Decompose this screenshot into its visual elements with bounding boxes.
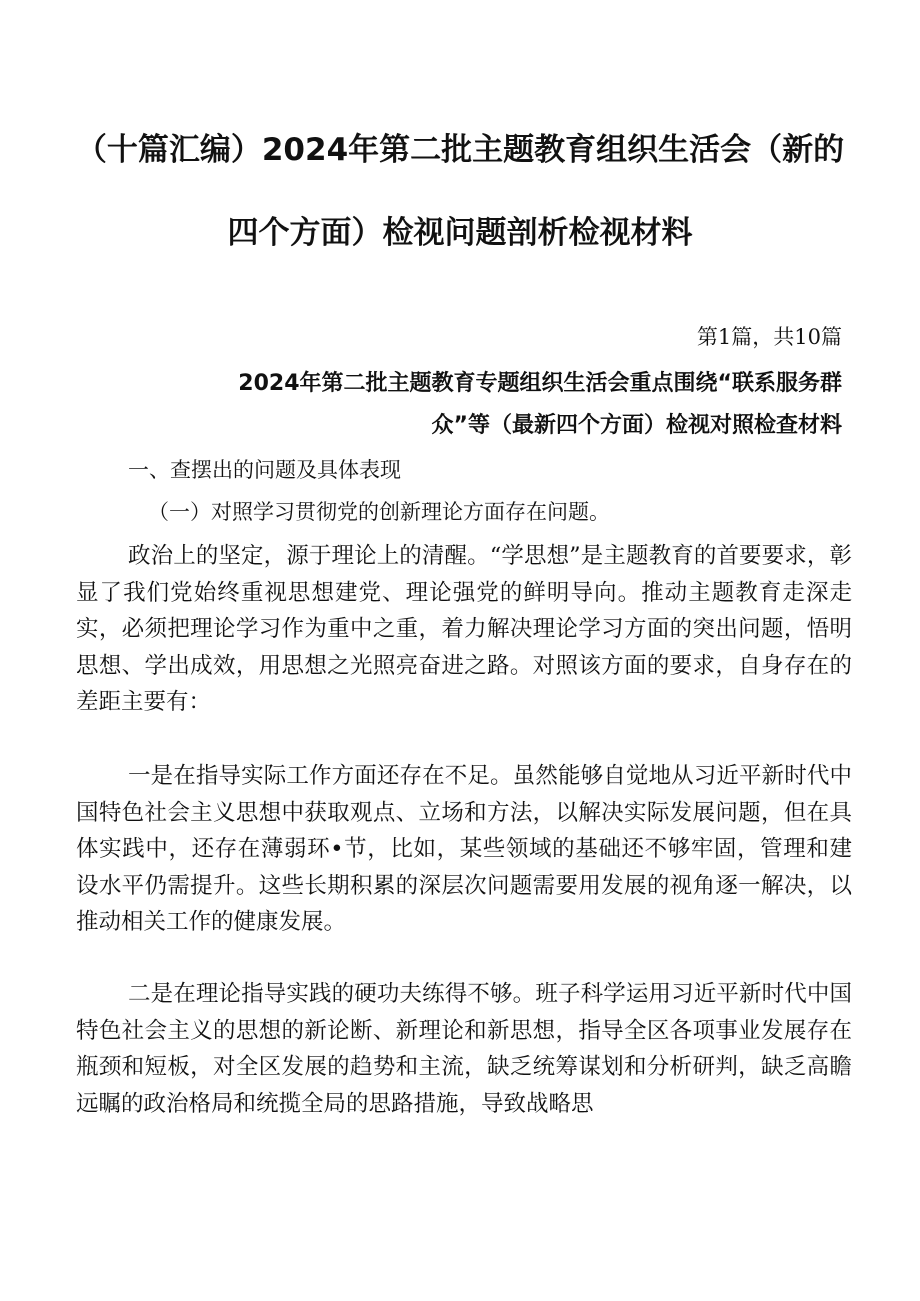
- paragraph-2: 一是在指导实际工作方面还存在不足。虽然能够自觉地从习近平新时代中国特色社会主义思想中获取观点、立场和方法，以解决实际发展问题，但在具体实践中，还存在薄弱环•节，比如，某些领域的基础还不够牢固，管理和建设水平仍需提升。这些长期积累的深层次问题需要用发展的视角逐一解决，以推动相关工作的健康发展。: [76, 763, 852, 935]
- article-title-line-2: 众”等（最新四个方面）检视对照检查材料: [431, 413, 842, 438]
- document-title-line-1: （十篇汇编）2024年第二批主题教育组织生活会（新的: [75, 132, 845, 168]
- section-heading: 一、查摆出的问题及具体表现: [128, 458, 401, 482]
- paragraph-3: 二是在理论指导实践的硬功夫练得不够。班子科学运用习近平新时代中国特色社会主义的思想的新论断、新理论和新思想，指导全区各项事业发展存在瓶颈和短板，对全区发展的趋势和主流，缺乏统筹谋划和分析研判，缺乏高瞻远瞩的政治格局和统揽全局的思路措施，导致战略思: [76, 981, 852, 1117]
- article-title-line-1: 2024年第二批主题教育专题组织生活会重点围绕“联系服务群: [238, 371, 842, 396]
- part-counter: 第1篇，共10篇: [696, 325, 842, 349]
- subsection-heading: （一）对照学习贯彻党的创新理论方面存在问题。: [148, 500, 610, 524]
- document-title-line-2: 四个方面）检视问题剖析检视材料: [227, 215, 693, 251]
- paragraph-1: 政治上的坚定，源于理论上的清醒。“学思想”是主题教育的首要要求，彰显了我们党始终重视思想建党、理论强党的鲜明导向。推动主题教育走深走实，必须把理论学习作为重中之重，着力解决理论学习方面的突出问题，悟明思想、学出成效，用思想之光照亮奋进之路。对照该方面的要求，自身存在的差距主要有：: [76, 543, 852, 715]
